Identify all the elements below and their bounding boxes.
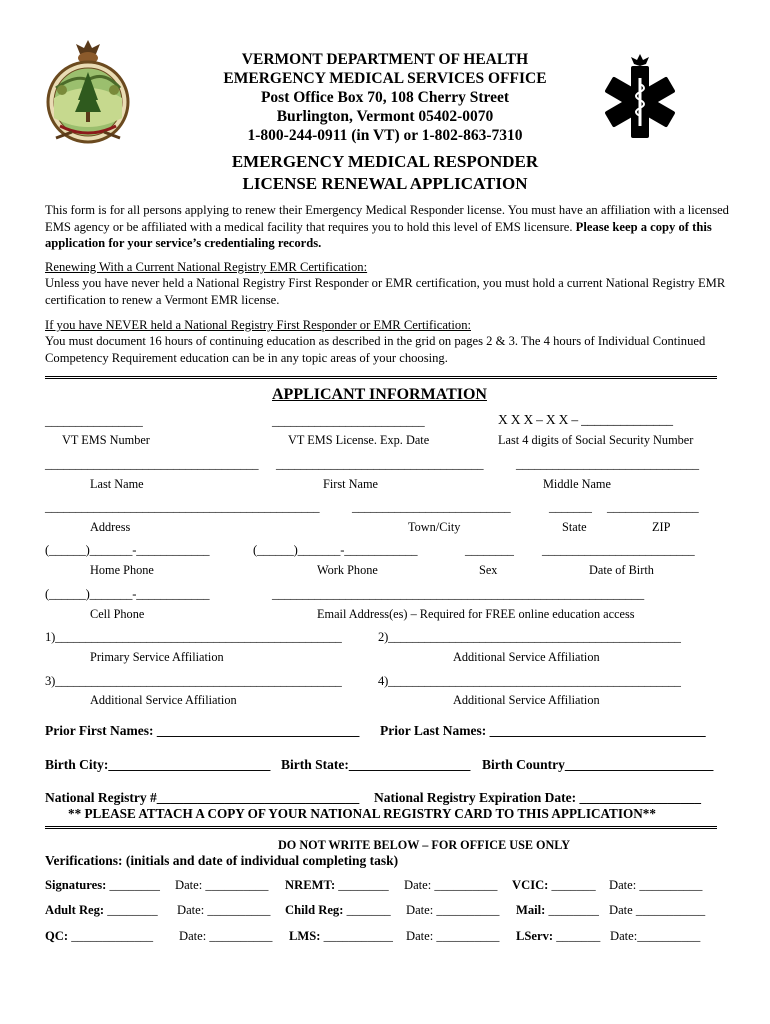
office-lserv	[516, 929, 600, 944]
birth-state-field[interactable]: Birth State:__________________	[281, 757, 471, 772]
address-label: Address	[90, 520, 131, 534]
phone-line: 1-800-244-0911 (in VT) or 1-802-863-7310	[247, 127, 523, 144]
office-child-reg	[285, 903, 391, 918]
additional-affiliation-3-field[interactable]: 3)_______________________________________________	[45, 674, 342, 688]
primary-affiliation-label: Primary Service Affiliation	[90, 650, 224, 664]
last-name-label: Last Name	[90, 477, 144, 491]
city-line: Burlington, Vermont 05402-0070	[276, 108, 494, 125]
nr-number-field[interactable]: National Registry #______________________________	[45, 790, 360, 805]
office-lserv-label: LServ:	[516, 929, 554, 943]
office-use-heading: DO NOT WRITE BELOW – FOR OFFICE USE ONLY	[278, 838, 571, 852]
office-adult-reg-blank: ________	[104, 903, 158, 917]
section-divider	[45, 376, 717, 379]
cell-phone-label: Cell Phone	[90, 607, 145, 621]
office-signatures-date: Date: __________	[175, 878, 269, 892]
section-title: APPLICANT INFORMATION	[272, 386, 487, 403]
office-mail-blank: ________	[545, 903, 599, 917]
office-name: EMERGENCY MEDICAL SERVICES OFFICE	[223, 70, 547, 87]
home-phone-label: Home Phone	[90, 563, 154, 577]
vt-ems-number-field[interactable]: ________________	[45, 414, 143, 428]
office-nremt-blank: ________	[335, 878, 389, 892]
dob-label: Date of Birth	[589, 563, 654, 577]
cell-phone-field[interactable]: (______)_______-____________	[45, 587, 210, 601]
office-child-reg-blank: _______	[343, 903, 391, 917]
middle-name-label: Middle Name	[543, 477, 611, 491]
sex-field[interactable]: ________	[465, 543, 514, 557]
address-line: Post Office Box 70, 108 Cherry Street	[260, 89, 510, 106]
office-qc-blank: _____________	[68, 929, 154, 943]
license-exp-field[interactable]: _________________________	[272, 414, 425, 428]
agency-name: VERMONT DEPARTMENT OF HEALTH	[241, 51, 529, 68]
attach-card-note: ** PLEASE ATTACH A COPY OF YOUR NATIONAL REGISTRY CARD TO THIS APPLICATION**	[68, 806, 656, 821]
last-name-field[interactable]: ___________________________________	[45, 457, 259, 471]
prior-last-names-field[interactable]: Prior Last Names: ________________________________	[380, 723, 706, 738]
office-adult-reg-label: Adult Reg:	[45, 903, 105, 917]
office-vcic-date: Date: __________	[609, 878, 703, 892]
state-label: State	[562, 520, 587, 534]
vt-ems-number-label: VT EMS Number	[62, 433, 150, 447]
vermont-seal-icon	[42, 38, 134, 148]
office-child-reg-label: Child Reg:	[285, 903, 344, 917]
office-vcic	[512, 878, 596, 893]
office-qc-label: QC:	[45, 929, 69, 943]
office-adult-reg	[45, 903, 158, 918]
verifications-heading: Verifications: (initials and date of individual completing task)	[45, 853, 399, 868]
office-nremt	[285, 878, 389, 893]
dob-field[interactable]: _________________________	[542, 543, 695, 557]
work-phone-field[interactable]: (______)_______-____________	[253, 543, 418, 557]
zip-label: ZIP	[652, 520, 671, 534]
ssn-field[interactable]: X X X – X X – ______________	[498, 412, 673, 427]
license-exp-label: VT EMS License. Exp. Date	[288, 433, 430, 447]
additional-affiliation-2-field[interactable]: 2)________________________________________________	[378, 630, 681, 644]
form-title-1: EMERGENCY MEDICAL RESPONDER	[231, 152, 539, 171]
office-vcic-blank: _______	[548, 878, 596, 892]
office-divider	[45, 826, 717, 829]
first-name-label: First Name	[323, 477, 378, 491]
office-lserv-blank: _______	[553, 929, 601, 943]
sex-label: Sex	[479, 563, 498, 577]
office-lms-label: LMS:	[289, 929, 321, 943]
additional-affiliation-4-field[interactable]: 4)________________________________________________	[378, 674, 681, 688]
additional-affiliation-3-label: Additional Service Affiliation	[90, 693, 237, 707]
prior-first-names-field[interactable]: Prior First Names: ______________________________	[45, 723, 360, 738]
town-field[interactable]: __________________________	[352, 500, 511, 514]
middle-name-field[interactable]: ______________________________	[516, 457, 699, 471]
office-lms-blank: ___________	[320, 929, 393, 943]
primary-affiliation-field[interactable]: 1)_______________________________________________	[45, 630, 342, 644]
office-lserv-date: Date:__________	[610, 929, 701, 943]
email-field[interactable]: _____________________________________________________________	[272, 587, 644, 601]
zip-field[interactable]: _______________	[607, 500, 699, 514]
office-child-reg-date: Date: __________	[406, 903, 500, 917]
intro-paragraph	[45, 202, 735, 252]
birth-city-field[interactable]: Birth City:________________________	[45, 757, 271, 772]
never-text: You must document 16 hours of continuing education as described in the grid on pages 2 & 3. The 4 hours of Individual Continued Competency Requirement education can be in any topic areas of your choosing.	[45, 334, 706, 365]
current-heading: Renewing With a Current National Registry EMR Certification:	[45, 260, 368, 274]
current-text: Unless you have never held a National Registry First Responder or EMR certification, you must hold a current National Registry EMR certification to renew a Vermont EMR license.	[45, 276, 726, 307]
office-qc-date: Date: __________	[179, 929, 273, 943]
office-mail-label: Mail:	[516, 903, 546, 917]
first-name-field[interactable]: __________________________________	[276, 457, 484, 471]
form-title-2: LICENSE RENEWAL APPLICATION	[242, 174, 528, 193]
never-heading: If you have NEVER held a National Registry First Responder or EMR Certification:	[45, 318, 472, 332]
state-field[interactable]: _______	[549, 500, 592, 514]
nr-expiration-field[interactable]: National Registry Expiration Date: __________________	[374, 790, 701, 805]
intro-bold-note: Please keep a copy of this application for your service’s credentialing records.	[45, 219, 712, 250]
home-phone-field[interactable]: (______)_______-____________	[45, 543, 210, 557]
office-lms	[289, 929, 393, 944]
office-adult-reg-date: Date: __________	[177, 903, 271, 917]
additional-affiliation-2-label: Additional Service Affiliation	[453, 650, 600, 664]
birth-country-field[interactable]: Birth Country______________________	[482, 757, 714, 772]
office-mail-date: Date ___________	[609, 903, 706, 917]
office-signatures	[45, 878, 160, 893]
office-nremt-label: NREMT:	[285, 878, 336, 892]
intro-text: This form is for all persons applying to renew their Emergency Medical Responder license. You must have an affiliation with a licensed EMS agency or be affiliated with a medical facility that requires you to hold this level of EMS licensure.	[45, 203, 729, 234]
address-field[interactable]: _____________________________________________	[45, 500, 320, 514]
office-signatures-label: Signatures:	[45, 878, 107, 892]
office-qc	[45, 929, 153, 944]
email-label: Email Address(es) – Required for FREE online education access	[317, 607, 635, 621]
work-phone-label: Work Phone	[317, 563, 378, 577]
office-lms-date: Date: __________	[406, 929, 500, 943]
office-nremt-date: Date: __________	[404, 878, 498, 892]
additional-affiliation-4-label: Additional Service Affiliation	[453, 693, 600, 707]
town-label: Town/City	[408, 520, 461, 534]
ssn-label: Last 4 digits of Social Security Number	[498, 433, 694, 447]
office-mail	[516, 903, 599, 918]
office-vcic-label: VCIC:	[512, 878, 549, 892]
office-signatures-blank: ________	[106, 878, 160, 892]
